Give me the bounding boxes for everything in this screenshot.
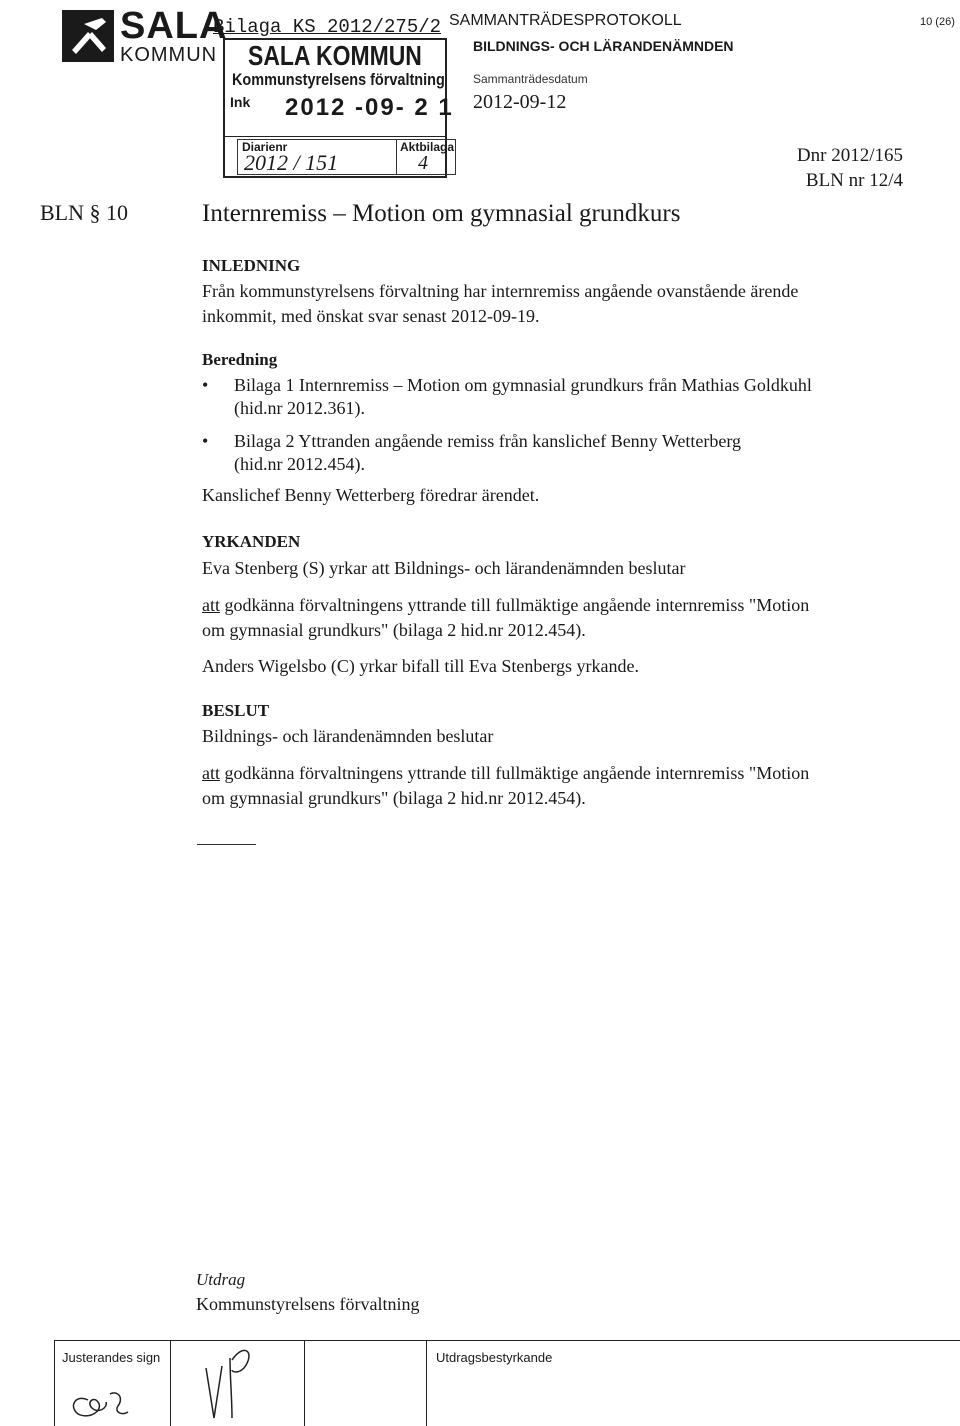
beslut-text: godkänna förvaltningens yttrande till fullmäktige angående internremiss "Motion [220,763,810,783]
end-divider [197,844,256,845]
signature-initials-2-icon [196,1338,296,1424]
stamp-diarienr-label: Diarienr [242,140,288,154]
paragraph-heading: Internremiss – Motion om gymnasial grundkurs [202,200,681,227]
logo-sub: KOMMUN [120,44,218,66]
dnr-reference: Dnr 2012/165 [796,145,903,166]
footer-divider [54,1340,55,1426]
utdragsbestyrkande-label: Utdragsbestyrkande [436,1350,553,1365]
stamp-aktbilaga-label: Aktbilaga [400,140,455,154]
stamp-ink-date: 2012 -09- 2 1 [285,94,454,121]
bln-number: BLN nr 12/4 [805,170,903,191]
beredning-item-1-line-2: (hid.nr 2012.361). [234,398,365,418]
yrkanden-intro: Eva Stenberg (S) yrkar att Bildnings- och lärandenämnden beslutar [202,558,686,578]
stamp-subtitle: Kommunstyrelsens förvaltning [232,70,445,89]
stamp-title: SALA KOMMUN [248,40,422,71]
beslut-line-2: om gymnasial grundkurs" (bilaga 2 hid.nr 2012.454). [202,788,586,808]
inledning-line-1: Från kommunstyrelsens förvaltning har internremiss angående ovanstående ärende [202,281,799,301]
yrkanden-proposal-line-2: om gymnasial grundkurs" (bilaga 2 hid.nr 2012.454). [202,620,586,640]
footer-divider [426,1340,427,1426]
beslut-title: BESLUT [202,701,270,720]
beredning-title: Beredning [202,350,278,369]
justerandes-sign-label: Justerandes sign [62,1350,161,1365]
inledning-line-2: inkommit, med önskat svar senast 2012-09-19. [202,306,540,326]
att-word: att [202,595,220,615]
stamp-diarienr-value: 2012 / 151 [244,150,339,175]
attachment-ref: Bilaga KS 2012/275/2 [213,16,442,38]
paragraph-number: BLN § 10 [40,200,128,225]
signature-initials-1-icon [58,1372,158,1424]
footer-divider [170,1340,171,1426]
logo-word: SALA [120,5,228,47]
meeting-date-label: Sammanträdesdatum [473,72,588,86]
beredning-item-2-line-1: Bilaga 2 Yttranden angående remiss från kanslichef Benny Wetterberg [234,431,742,451]
footer-top-rule [54,1340,960,1341]
beredning-presenter: Kanslichef Benny Wetterberg föredrar ärendet. [202,485,540,505]
beslut-line-1 [202,762,809,785]
list-item [202,430,902,480]
yrkanden-support: Anders Wigelsbo (C) yrkar bifall till Eva Stenbergs yrkande. [202,656,640,676]
list-item [202,374,902,424]
yrkanden-proposal-line-1 [202,594,809,617]
extract-recipient: Kommunstyrelsens förvaltning [196,1294,420,1314]
footer-divider [304,1340,305,1426]
stamp-ink-label: Ink [230,94,251,110]
bullet-icon: • [202,375,209,395]
inledning-title: INLEDNING [202,256,301,275]
stamp-aktbilaga-value: 4 [418,152,428,174]
meeting-date: 2012-09-12 [473,91,567,113]
beredning-item-1-line-1: Bilaga 1 Internremiss – Motion om gymnasial grundkurs från Mathias Goldkuhl [234,375,812,395]
sala-logo-icon [62,10,114,62]
beslut-intro: Bildnings- och lärandenämnden beslutar [202,726,494,746]
yrkanden-proposal-text: godkänna förvaltningens yttrande till fullmäktige angående internremiss "Motion [220,595,810,615]
yrkanden-title: YRKANDEN [202,532,301,551]
document-type: SAMMANTRÄDESPROTOKOLL [449,12,682,29]
page-number: 10 (26) [920,16,955,28]
committee-name: BILDNINGS- OCH LÄRANDENÄMNDEN [473,38,734,54]
bullet-icon: • [202,431,209,451]
stamp-divider [225,136,445,137]
att-word: att [202,763,220,783]
beredning-item-2-line-2: (hid.nr 2012.454). [234,454,365,474]
extract-label: Utdrag [196,1270,246,1289]
